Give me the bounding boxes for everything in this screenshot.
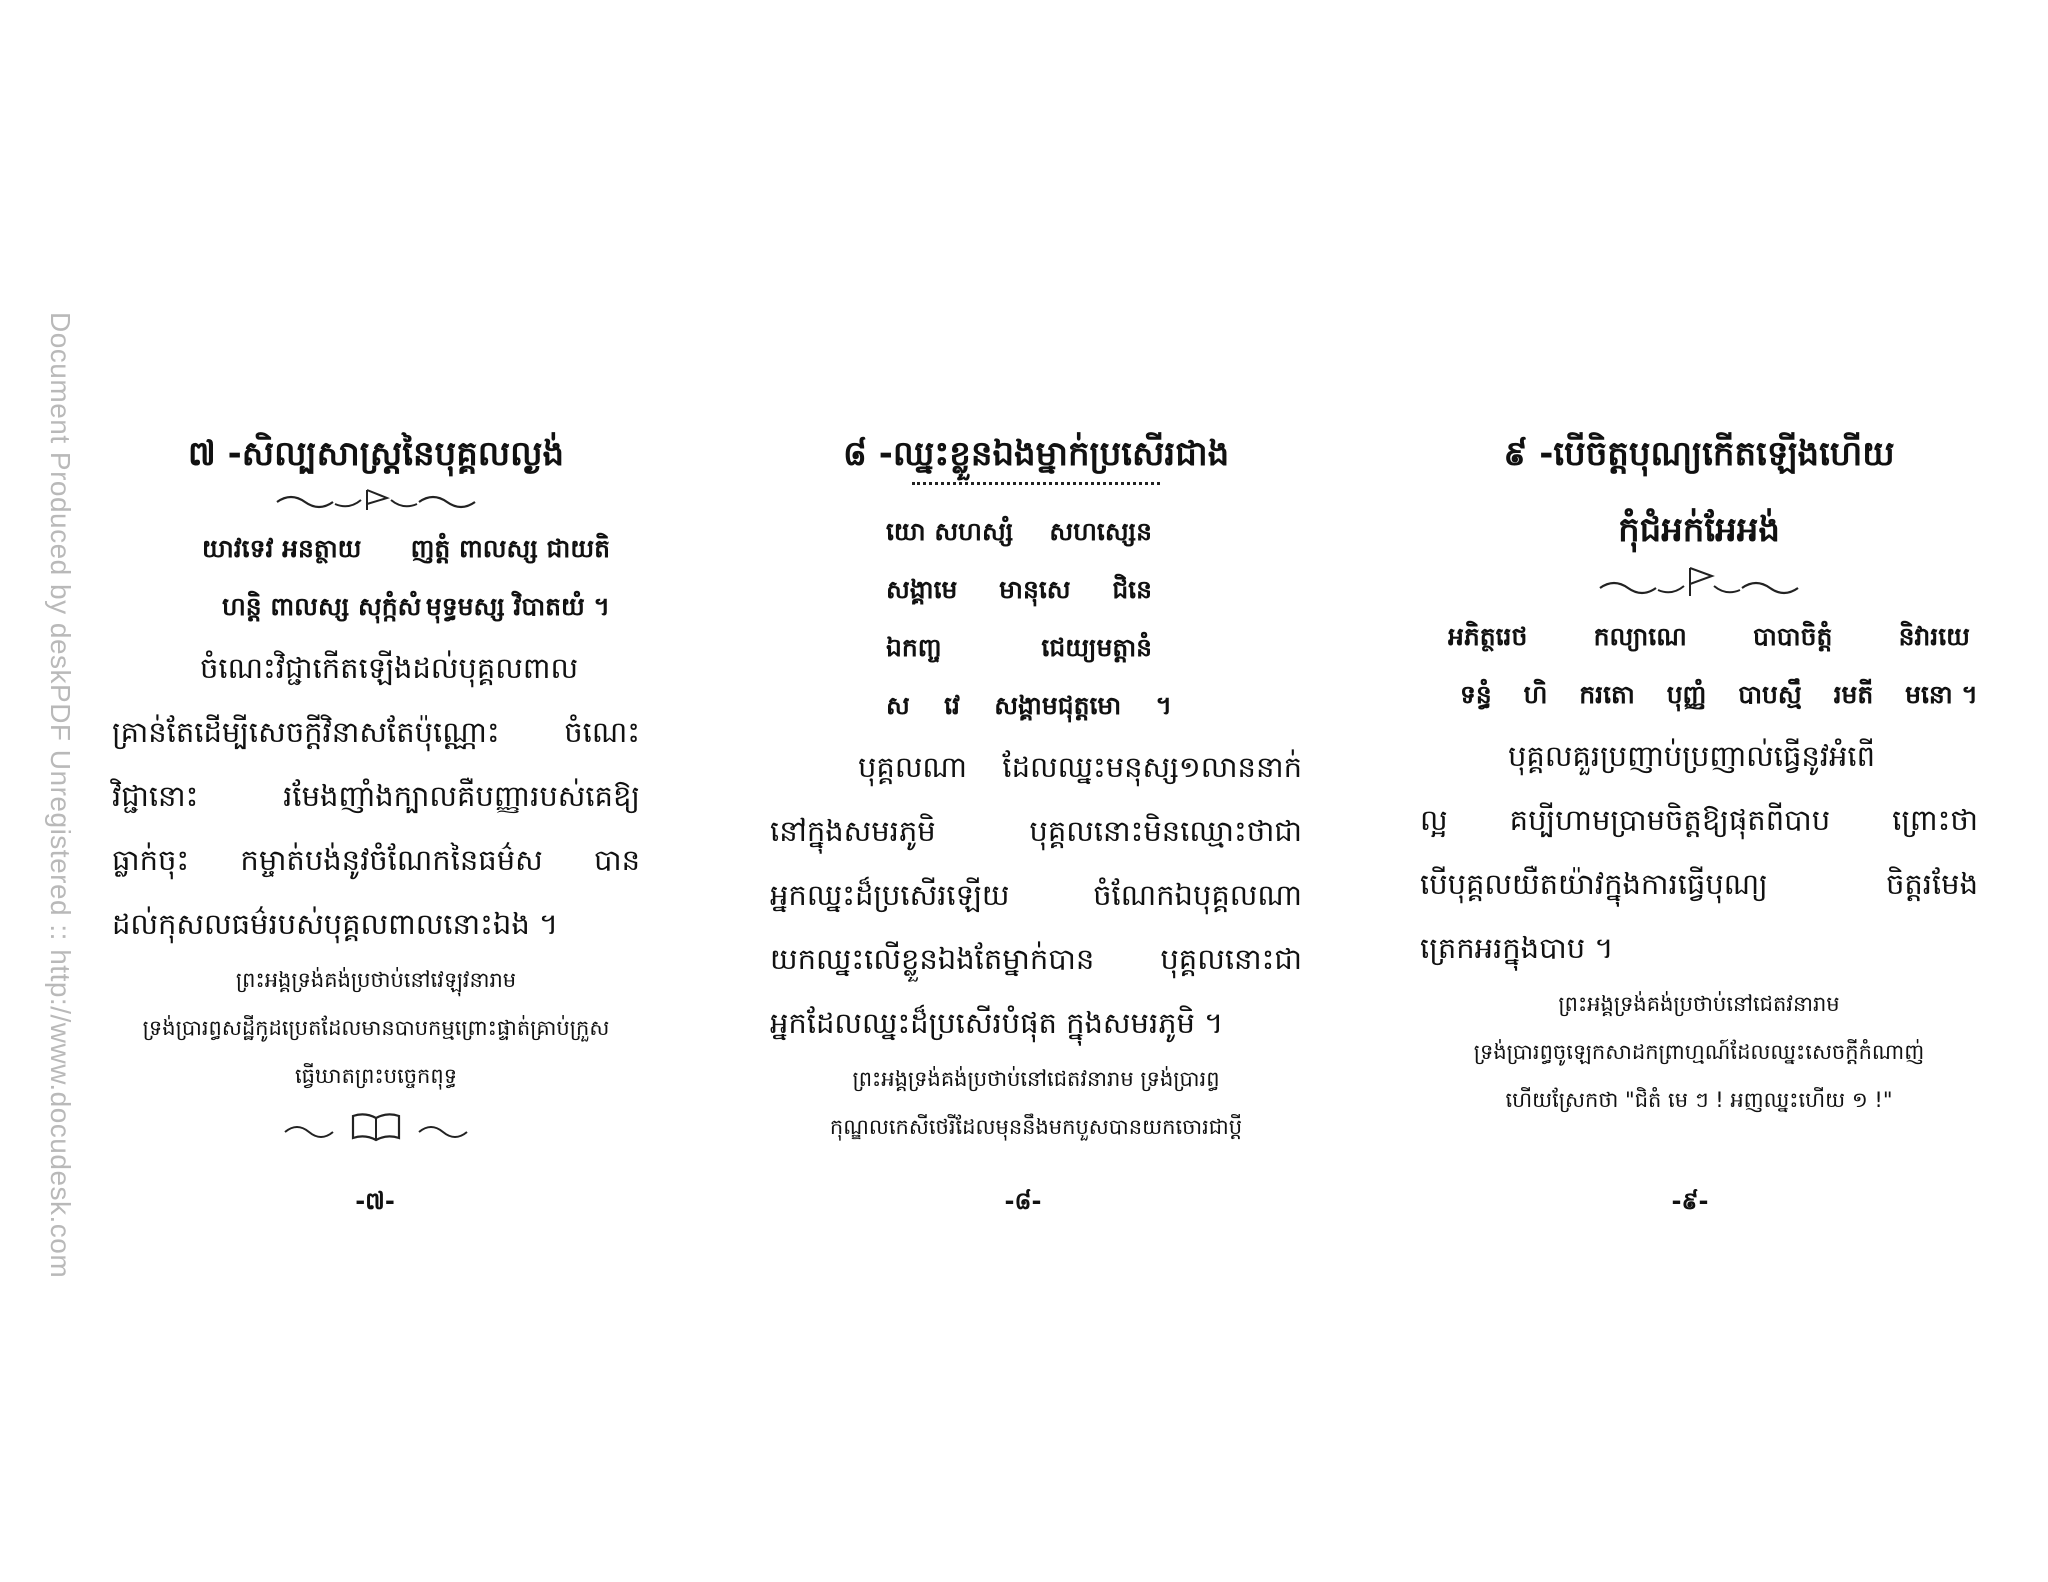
pali-verse-line <box>1420 666 1978 724</box>
page-8-title: ៨ -ឈ្នះខ្លួនឯងម្នាក់ប្រសើរជាង <box>842 434 1230 474</box>
body-line: ធ្លាក់ចុះ កម្ចាត់បង់នូវចំណែកនៃធម៌ស បាន <box>112 843 640 877</box>
commentary-line: ព្រះអង្គទ្រង់គង់ប្រថាប់នៅវេឡុវនារាម <box>235 968 517 992</box>
verse-segment: យាវទេវ អនត្ថាយ <box>202 534 362 563</box>
commentary-line: ព្រះអង្គទ្រង់គង់ប្រថាប់នៅជេតវនារាម <box>1558 992 1840 1016</box>
commentary-line: ព្រះអង្គទ្រង់គង់ប្រថាប់នៅជេតវនារាម ទ្រង់ប្រារព្ធ <box>852 1067 1220 1091</box>
verse-segment: សហស្សេន <box>1049 517 1152 546</box>
commentary-line: ហើយស្រែកថា "ជិតំ មេ ៗ ! អញឈ្នះហើយ ១ !" <box>1505 1088 1893 1112</box>
verse-segment: យោ សហស្សំ <box>886 517 1014 546</box>
page-8-body <box>770 735 1302 1055</box>
page-9-title: ៩ -បើចិត្តបុណ្យកើតឡើងហើយ <box>1503 434 1895 474</box>
verse-segment: ជិនេ <box>1112 575 1152 604</box>
verse-segment: និវារយេ <box>1898 622 1970 651</box>
verse-segment: បាបស្មឹ <box>1738 680 1802 709</box>
verse-segment: ហន្តិ ពាលស្ស សុក្កំសំ <box>222 592 422 621</box>
verse-segment: បុញ្ញំ <box>1666 680 1707 709</box>
verse-segment: ជេយ្យមត្តានំ <box>1041 633 1152 662</box>
body-line: អ្នកដែលឈ្នះដ៏ប្រសើរបំផុត ក្នុងសមរភូមិ ។ <box>770 1006 1224 1040</box>
page-number: -៧- <box>355 1187 395 1215</box>
page-7-column <box>112 430 640 1154</box>
pali-verse-line <box>112 578 640 636</box>
body-line: ដល់កុសលធម៌របស់បុគ្គលពាលនោះឯង ។ <box>112 907 559 941</box>
pali-verse-line <box>770 619 1302 677</box>
verse-segment: ករតោ <box>1579 680 1635 709</box>
verse-segment: មុទ្ធមស្ស វិបាតយំ ។ <box>425 592 610 621</box>
verse-segment: ទន្ធំ <box>1460 680 1492 709</box>
page-8-column <box>770 430 1302 1151</box>
verse-segment: សង្គាមេ <box>886 575 958 604</box>
pali-verse-line <box>770 561 1302 619</box>
page-9-column <box>1420 430 1978 1124</box>
body-line: ចំណេះវិជ្ជាកើតឡើងដល់បុគ្គលពាល <box>200 651 579 685</box>
verse-segment: ញត្តំ ពាលស្ស ជាយតិ <box>410 534 610 563</box>
commentary-line: ធ្វើឃាតព្រះបច្ចេកពុទ្ធ <box>294 1064 458 1088</box>
verse-segment: មានុសេ <box>999 575 1071 604</box>
ornament-divider-icon <box>1594 562 1804 602</box>
body-line: បុគ្គលណា ដែលឈ្នះមនុស្ស១លាននាក់ <box>858 750 1302 784</box>
verse-segment: រមតី <box>1833 680 1874 709</box>
body-line: អ្នកឈ្នះដ៏ប្រសើរឡើយ ចំណែកឯបុគ្គលណា <box>770 878 1302 912</box>
book-ornament-icon <box>281 1108 471 1148</box>
commentary-line: ទ្រង់ប្រារព្ធសដ្ឋីកូដប្រេតដែលមានបាបកម្មព្រោះផ្ទាត់គ្រាប់ក្រួស <box>142 1016 610 1040</box>
ornament-divider-icon <box>271 486 481 514</box>
pali-verse-line <box>770 503 1302 561</box>
body-line: បើបុគ្គលយឺតយ៉ាវក្នុងការធ្វើបុណ្យ ចិត្តរមែង <box>1420 867 1978 901</box>
verse-segment: មនោ ។ <box>1905 680 1978 709</box>
page-number: -៩- <box>1671 1187 1709 1215</box>
body-line: នៅក្នុងសមរភូមិ បុគ្គលនោះមិនឈ្មោះថាជា <box>770 814 1302 848</box>
pali-verse-line <box>112 520 640 578</box>
body-line: គ្រាន់តែដើម្បីសេចក្តីវិនាសតែប៉ុណ្ណោះ ចំណេះ <box>112 715 640 749</box>
body-line: វិជ្ជានោះ រមែងញាំងក្បាលគឺបញ្ញារបស់គេឱ្យ <box>112 779 640 813</box>
verse-segment: អភិត្ថរេថ <box>1448 622 1528 651</box>
body-line: ល្អ គប្បីហាមប្រាមចិត្តឱ្យផុតពីបាប ព្រោះថា <box>1420 803 1978 837</box>
verse-segment: ស <box>886 691 910 720</box>
verse-segment: បាបាចិត្តំ <box>1752 622 1833 651</box>
verse-segment: ។ <box>1155 691 1172 720</box>
body-line: យកឈ្នះលើខ្លួនឯងតែម្នាក់បាន បុគ្គលនោះជា <box>770 942 1302 976</box>
verse-segment: វេ <box>944 691 960 720</box>
verse-segment: ឯកញ្ច <box>886 633 942 662</box>
page-9-subtitle: កុំជំអក់អែអង់ <box>1618 510 1780 550</box>
page-9-body <box>1420 724 1978 980</box>
page-number: -៨- <box>1004 1187 1042 1215</box>
body-line: ត្រេកអរក្នុងបាប ។ <box>1420 931 1614 965</box>
pali-verse-line <box>770 677 1302 735</box>
verse-segment: កល្យាណេ <box>1593 622 1687 651</box>
watermark-text: Document Produced by deskPDF Unregistered :: http://www.docudesk.com <box>45 312 76 1279</box>
commentary-line: កុណ្ឌលកេសីថេរីដែលមុននឹងមកបួសបានយកចោរជាប្តី <box>829 1115 1243 1139</box>
page-7-title: ៧ -សិល្បសាស្ត្រនៃបុគ្គលល្ងង់ <box>187 434 565 474</box>
body-line: បុគ្គលគួរប្រញាប់ប្រញាល់ធ្វើនូវអំពើ <box>1508 739 1876 773</box>
verse-segment: សង្គាមជុត្តមោ <box>994 691 1122 720</box>
verse-segment: ហិ <box>1523 680 1548 709</box>
commentary-line: ទ្រង់ប្រារព្ធចូឡេកសាដកព្រាហ្មណ៍ដែលឈ្នះសេចក្តីកំណាញ់ <box>1473 1040 1925 1064</box>
page-7-body <box>112 636 640 956</box>
pali-verse-line <box>1420 608 1978 666</box>
